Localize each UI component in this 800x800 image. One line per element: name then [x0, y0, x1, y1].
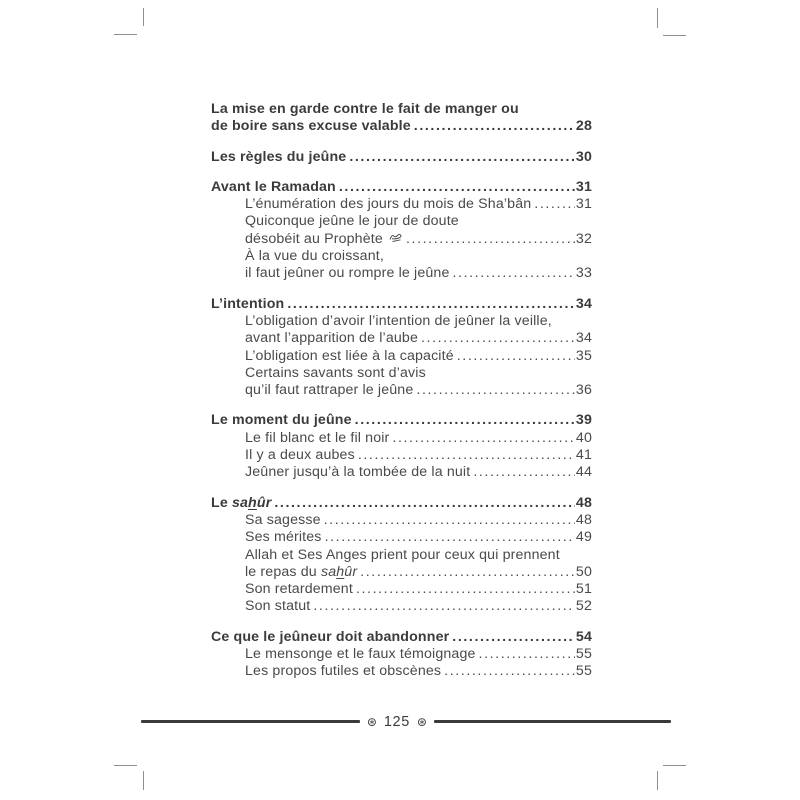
toc-section-entry — [211, 412, 592, 429]
entry-label — [245, 663, 441, 680]
toc-sub-entry — [211, 646, 592, 663]
entry-label-part: le repas du — [245, 563, 321, 580]
entry-label-part: avant l’apparition de l’aube — [245, 330, 418, 347]
entry-label — [245, 365, 426, 382]
entry-label — [245, 512, 321, 529]
toc-entry-line — [211, 149, 592, 166]
dotted-leader — [324, 512, 575, 529]
dotted-leader — [313, 598, 575, 615]
entry-label-part: sa — [231, 494, 249, 511]
toc-entry-line — [245, 598, 592, 615]
toc-entry-line — [245, 348, 592, 365]
entry-page-number: 30 — [575, 148, 592, 165]
toc-entry-line — [211, 179, 592, 196]
dotted-leader — [406, 231, 575, 248]
entry-label — [211, 149, 346, 166]
toc-entry-line — [245, 265, 592, 282]
toc-sub-entry — [211, 213, 592, 248]
toc-entry-line — [211, 101, 592, 118]
entry-label-part: Allah et Ses Anges prient pour ceux qui prennent — [245, 546, 560, 563]
dotted-leader — [452, 265, 574, 282]
entry-label — [245, 330, 418, 347]
entry-label — [211, 296, 284, 313]
entry-label — [245, 564, 357, 581]
entry-label — [245, 430, 389, 447]
entry-label-part: Les propos futiles et obscènes — [245, 663, 442, 680]
entry-label — [245, 196, 531, 213]
entry-label-part: de boire sans excuse valable — [211, 118, 411, 135]
entry-label-part: ûr — [256, 494, 272, 511]
footer-rule-right — [434, 720, 671, 723]
dotted-leader — [355, 412, 575, 429]
entry-label-part: Ce que le jeûneur doit abandonner — [211, 628, 450, 645]
crop-mark-bottom-left-vertical — [143, 771, 144, 790]
toc-sub-entry — [211, 529, 592, 546]
entry-page-number: 34 — [575, 295, 592, 312]
toc-entry-line — [245, 430, 592, 447]
entry-label-part: h — [248, 494, 257, 511]
toc-section-entry — [211, 495, 592, 512]
entry-page-number: 36 — [575, 382, 592, 399]
toc-entry-line — [211, 629, 592, 646]
entry-label — [211, 495, 271, 512]
entry-label-part: L’intention — [211, 295, 285, 312]
toc-entry-line — [211, 412, 592, 429]
entry-label-part: L’obligation est liée à la capacité — [245, 347, 454, 364]
entry-label-part: L’obligation d’avoir l’intention de jeûner la veille, — [245, 312, 552, 329]
toc-sub-entry — [211, 663, 592, 680]
crop-mark-bottom-left-horizontal — [114, 765, 137, 766]
entry-label — [245, 248, 384, 265]
entry-label — [245, 464, 470, 481]
dotted-leader — [349, 149, 575, 166]
dotted-leader — [339, 179, 575, 196]
crop-mark-top-left-horizontal — [114, 34, 137, 35]
entry-label-part: il faut jeûner ou rompre le jeûne — [245, 265, 450, 282]
dotted-leader — [414, 118, 575, 135]
toc-entry-line — [245, 330, 592, 347]
toc-entry-line — [245, 231, 592, 248]
dotted-leader — [360, 564, 575, 581]
crop-mark-bottom-right-vertical — [657, 771, 658, 790]
toc-sub-entry — [211, 365, 592, 400]
dotted-leader — [452, 629, 575, 646]
entry-label-part: La mise en garde contre le fait de manger ou — [211, 101, 519, 117]
entry-label-part: Jeûner jusqu’à la tombée de la nuit — [245, 464, 471, 481]
toc-entry-line — [245, 581, 592, 598]
dotted-leader — [287, 296, 575, 313]
toc-sub-entry — [211, 547, 592, 582]
entry-page-number: 34 — [575, 330, 592, 347]
entry-label — [245, 348, 454, 365]
dotted-leader — [473, 464, 575, 481]
entry-label-part: Son statut — [245, 598, 311, 615]
entry-page-number: 55 — [575, 646, 592, 663]
dotted-leader — [457, 348, 575, 365]
prophet-saws-calligraphy-icon — [389, 231, 403, 248]
entry-page-number: 33 — [575, 265, 592, 282]
entry-page-number: 48 — [575, 494, 592, 511]
entry-label-part: À la vue du croissant, — [245, 248, 384, 265]
dotted-leader — [392, 430, 574, 447]
entry-label — [245, 581, 353, 598]
entry-page-number: 48 — [575, 511, 592, 528]
toc-section-entry — [211, 629, 592, 646]
entry-label-part: Ses mérites — [245, 529, 322, 546]
toc-sub-entry — [211, 447, 592, 464]
dotted-leader — [274, 495, 575, 512]
toc-entry-line — [245, 196, 592, 213]
entry-page-number: 40 — [575, 429, 592, 446]
crop-mark-top-right-vertical — [657, 8, 658, 28]
toc-entry-line — [245, 213, 592, 230]
entry-label-part: L’énumération des jours du mois de Sha’bân — [245, 196, 532, 213]
crop-mark-bottom-right-horizontal — [663, 765, 686, 766]
toc-sub-entry — [211, 313, 592, 348]
dotted-leader — [421, 330, 575, 347]
toc-section-entry — [211, 149, 592, 166]
entry-label-part: Sa sagesse — [245, 511, 321, 528]
toc-entry-line — [245, 464, 592, 481]
entry-label — [245, 529, 322, 546]
entry-label-part: Certains savants sont d’avis — [245, 364, 426, 381]
entry-label — [211, 101, 519, 118]
toc-sub-entry — [211, 248, 592, 283]
dotted-leader — [534, 196, 575, 213]
entry-label-part: ûr — [344, 563, 358, 580]
toc — [211, 101, 592, 681]
entry-label-part: Le fil blanc et le fil noir — [245, 429, 390, 446]
ornament-left-icon: ⊛ — [366, 714, 377, 729]
footer-page-number: 125 — [383, 713, 410, 730]
toc-sub-entry — [211, 464, 592, 481]
toc-entry-line — [245, 248, 592, 265]
toc-sub-entry — [211, 196, 592, 213]
dotted-leader — [444, 663, 575, 680]
entry-label — [245, 547, 560, 564]
entry-page-number: 32 — [575, 230, 592, 247]
dotted-leader — [356, 581, 575, 598]
entry-page-number: 52 — [575, 598, 592, 615]
entry-page-number: 31 — [575, 178, 592, 195]
entry-label — [211, 412, 352, 429]
toc-entry-line — [211, 495, 592, 512]
entry-page-number: 35 — [575, 347, 592, 364]
toc-entry-line — [245, 646, 592, 663]
dotted-leader — [325, 529, 575, 546]
toc-entry-line — [245, 447, 592, 464]
entry-label-part: Il y a deux aubes — [245, 447, 355, 464]
toc-section-entry — [211, 179, 592, 196]
entry-label — [245, 265, 449, 282]
toc-entry-line — [245, 382, 592, 399]
entry-label-part: Le mensonge et le faux témoignage — [245, 646, 476, 663]
entry-label-part: Les règles du jeûne — [211, 148, 347, 165]
entry-page-number: 50 — [575, 563, 592, 580]
footer-rule-left — [141, 720, 360, 723]
entry-page-number: 54 — [575, 628, 592, 645]
toc-sub-entry — [211, 598, 592, 615]
entry-label-part: Le moment du jeûne — [211, 412, 352, 429]
entry-label — [211, 118, 411, 135]
entry-page-number: 44 — [575, 464, 592, 481]
entry-label-part: Son retardement — [245, 581, 353, 598]
ornament-right-icon: ⊛ — [416, 714, 427, 729]
toc-entry-line — [245, 512, 592, 529]
entry-page-number: 31 — [575, 196, 592, 213]
entry-page-number: 28 — [575, 118, 592, 135]
toc-section-entry — [211, 296, 592, 313]
entry-label-part: désobéit au Prophète — [245, 230, 383, 247]
toc-sub-entry — [211, 512, 592, 529]
entry-page-number: 49 — [575, 529, 592, 546]
entry-label — [245, 213, 459, 230]
dotted-leader — [358, 447, 575, 464]
toc-entry-line — [245, 313, 592, 330]
entry-page-number: 39 — [575, 412, 592, 429]
entry-page-number: 41 — [575, 447, 592, 464]
toc-entry-line — [245, 529, 592, 546]
crop-mark-top-left-vertical — [143, 8, 144, 26]
entry-label-part: Avant le Ramadan — [211, 178, 336, 195]
entry-label — [211, 629, 449, 646]
toc-section-entry — [211, 101, 592, 136]
entry-label-part: h — [336, 563, 345, 580]
entry-label — [245, 231, 403, 248]
toc-entry-line — [245, 564, 592, 581]
entry-label — [245, 313, 552, 330]
entry-label-part: sa — [320, 563, 337, 580]
entry-label — [211, 179, 336, 196]
entry-page-number: 55 — [575, 663, 592, 680]
toc-entry-line — [245, 365, 592, 382]
entry-label — [245, 382, 413, 399]
toc-sub-entry — [211, 581, 592, 598]
toc-sub-entry — [211, 430, 592, 447]
toc-sub-entry — [211, 348, 592, 365]
entry-label-part: Quiconque jeûne le jour de doute — [245, 213, 459, 230]
entry-label-part: qu’il faut rattraper le jeûne — [245, 382, 414, 399]
toc-entry-line — [211, 118, 592, 135]
dotted-leader — [416, 382, 575, 399]
dotted-leader — [479, 646, 575, 663]
toc-entry-line — [245, 547, 592, 564]
entry-label — [245, 646, 476, 663]
page-footer — [141, 712, 671, 731]
toc-entry-line — [211, 296, 592, 313]
crop-mark-top-right-horizontal — [663, 35, 686, 36]
entry-label-part: Le — [211, 494, 232, 511]
entry-label — [245, 447, 355, 464]
entry-page-number: 51 — [575, 581, 592, 598]
toc-entry-line — [245, 663, 592, 680]
entry-label — [245, 598, 310, 615]
